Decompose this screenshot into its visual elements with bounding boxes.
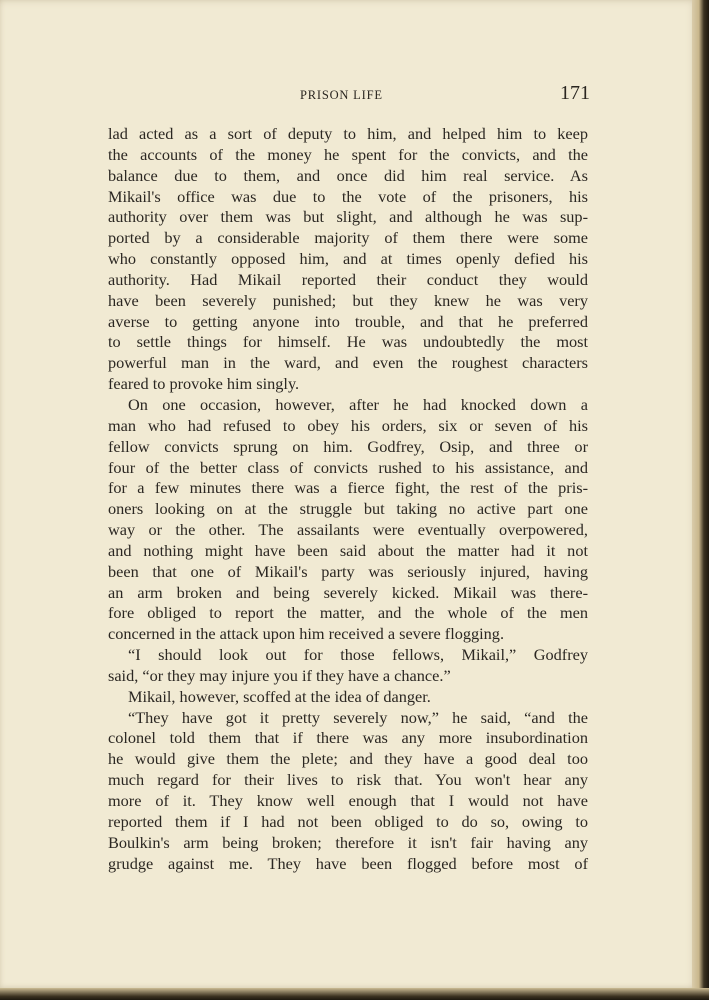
text-line: concerned in the attack upon him received a severe flogging.: [108, 624, 505, 644]
text-line: feared to provoke him singly.: [108, 374, 300, 394]
book-bottom-edge: [0, 988, 709, 1000]
text-line: powerful man in the ward, and even the roughest characters: [108, 353, 588, 373]
text-line: “They have got it pretty severely now,” he said, “and the: [128, 707, 588, 727]
text-line: for a few minutes there was a fierce fight, the rest of the pris-: [108, 478, 588, 498]
text-line: balance due to them, and once did him real service. As: [108, 165, 588, 185]
text-line: fellow convicts sprung on him. Godfrey, Osip, and three or: [108, 436, 588, 456]
book-spine-edge: [692, 0, 709, 1000]
text-line: have been severely punished; but they knew he was very: [108, 290, 588, 310]
text-line: grudge against me. They have been flogged before most of: [108, 853, 588, 873]
text-line: authority. Had Mikail reported their conduct they would: [108, 269, 588, 289]
body-text: [108, 124, 588, 874]
running-title: PRISON LIFE: [300, 88, 383, 102]
text-line: much regard for their lives to risk that. You won't hear any: [108, 770, 588, 790]
text-line: more of it. They know well enough that I would not have: [108, 791, 588, 810]
text-line: and nothing might have been said about the matter had it not: [108, 540, 588, 560]
text-line: he would give them the plete; and they have a good deal too: [108, 749, 588, 769]
text-line: way or the other. The assailants were eventually overpowered,: [108, 520, 588, 540]
text-line: Mikail, however, scoffed at the idea of danger.: [128, 686, 431, 706]
page-number: 171: [560, 82, 590, 104]
text-line: the accounts of the money he spent for the convicts, and the: [108, 144, 588, 164]
text-line: reported them if I had not been obliged to do so, owing to: [108, 811, 588, 831]
text-line: oners looking on at the struggle but taking no active part one: [108, 499, 588, 519]
text-line: who constantly opposed him, and at times openly defied his: [108, 249, 588, 269]
text-line: authority over them was but slight, and although he was sup-: [108, 207, 588, 227]
text-line: “I should look out for those fellows, Mikail,” Godfrey: [128, 645, 588, 665]
text-line: said, “or they may injure you if they have a chance.”: [108, 665, 451, 685]
text-line: four of the better class of convicts rushed to his assistance, and: [108, 457, 588, 477]
text-line: man who had refused to obey his orders, six or seven of his: [108, 415, 588, 435]
text-line: Mikail's office was due to the vote of the prisoners, his: [108, 186, 588, 206]
text-line: to settle things for himself. He was undoubtedly the most: [108, 332, 588, 352]
text-line: an arm broken and being severely kicked. Mikail was there-: [108, 582, 588, 602]
text-line: lad acted as a sort of deputy to him, and helped him to keep: [108, 124, 588, 143]
text-line: On one occasion, however, after he had knocked down a: [128, 394, 588, 414]
text-line: colonel told them that if there was any more insubordination: [108, 728, 588, 748]
text-line: Boulkin's arm being broken; therefore it isn't fair having any: [108, 832, 588, 852]
text-line: been that one of Mikail's party was seriously injured, having: [108, 561, 588, 581]
text-line: averse to getting anyone into trouble, and that he preferred: [108, 311, 588, 331]
text-line: fore obliged to report the matter, and the whole of the men: [108, 603, 588, 623]
text-line: ported by a considerable majority of them there were some: [108, 228, 588, 248]
